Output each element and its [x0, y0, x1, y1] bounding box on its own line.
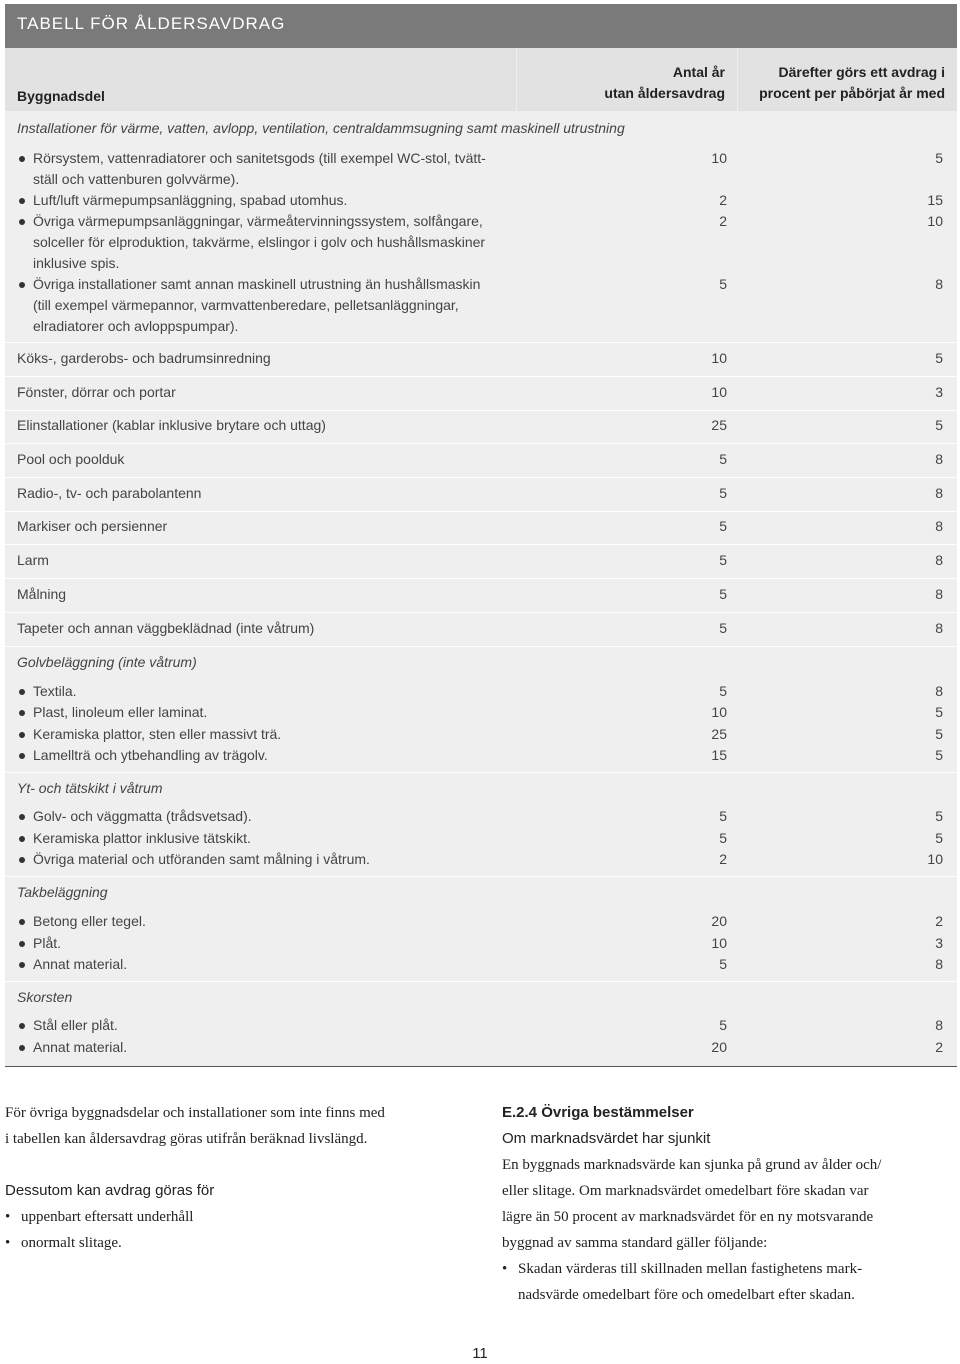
section-heading-ytskikt: Yt- och tätskikt i våtrum	[17, 780, 163, 796]
table-row	[5, 274, 957, 337]
section-heading-golvbelaggning: Golvbeläggning (inte våtrum)	[17, 654, 197, 670]
row-percent: 10	[927, 851, 943, 867]
header-avdrag-procent-label: Därefter görs ett avdrag i procent per påbörjat år med	[759, 64, 945, 101]
row-years: 10	[711, 350, 727, 366]
row-percent: 8	[935, 552, 943, 568]
row-years: 5	[719, 620, 727, 636]
row-percent: 5	[935, 350, 943, 366]
row-label: Elinstallationer (kablar inklusive brytare och uttag)	[17, 417, 326, 433]
row-years: 5	[719, 830, 727, 846]
row-years: 2	[719, 213, 727, 229]
row-divider	[5, 876, 957, 877]
row-percent: 8	[935, 683, 943, 699]
row-percent: 8	[935, 956, 943, 972]
header-avdrag-procent	[738, 48, 957, 111]
row-years: 5	[719, 518, 727, 534]
row-percent: 8	[935, 586, 943, 602]
list-item: • Skadan värderas till skillnaden mellan fastighetens mark- nadsvärde omedelbart före och omedelbart efter skadan.	[502, 1256, 958, 1308]
row-years: 5	[719, 552, 727, 568]
bullet-icon	[19, 710, 25, 716]
row-divider	[5, 410, 957, 411]
row-divider	[5, 612, 957, 613]
right-text-column	[502, 1100, 958, 1308]
subheading-dessutom: Dessutom kan avdrag göras för	[5, 1182, 215, 1199]
row-percent: 8	[935, 276, 943, 292]
row-label: Plast, linoleum eller laminat.	[33, 704, 208, 720]
bullet-icon	[19, 732, 25, 738]
row-years: 2	[719, 851, 727, 867]
row-divider	[5, 646, 957, 647]
bullet-icon	[19, 814, 25, 820]
row-years: 20	[711, 913, 727, 929]
row-label: Pool och poolduk	[17, 451, 125, 467]
bullet-icon	[19, 1045, 25, 1051]
row-percent: 8	[935, 1017, 943, 1033]
row-percent: 5	[935, 808, 943, 824]
row-label: Luft/luft värmepumpsanläggning, spabad utomhus.	[33, 192, 348, 208]
table-title: TABELL FÖR ÅLDERSAVDRAG	[5, 4, 957, 48]
row-divider	[5, 511, 957, 512]
page-number: 11	[472, 1345, 488, 1362]
row-label: Övriga material och utföranden samt målning i våtrum.	[33, 851, 370, 867]
row-percent: 5	[935, 704, 943, 720]
row-years: 25	[711, 726, 727, 742]
table-row	[5, 350, 957, 370]
bullet-icon	[19, 219, 25, 225]
table-row	[5, 620, 957, 640]
row-label: Markiser och persienner	[17, 518, 168, 534]
list-item	[5, 849, 957, 870]
row-percent: 15	[927, 192, 943, 208]
row-label: Keramiska plattor inklusive tätskikt.	[33, 830, 251, 846]
list-item	[5, 702, 957, 723]
row-percent: 5	[935, 150, 943, 166]
row-percent: 2	[935, 913, 943, 929]
bullet-icon	[19, 1023, 25, 1029]
row-years: 5	[719, 808, 727, 824]
row-label: Annat material.	[33, 1039, 128, 1055]
row-percent: 3	[935, 384, 943, 400]
table-row	[5, 148, 957, 190]
table-row	[5, 485, 957, 505]
row-percent: 8	[935, 451, 943, 467]
row-label: Plåt.	[33, 935, 62, 951]
list-item	[5, 745, 957, 766]
subheading-marknadsvarde: Om marknadsvärdet har sjunkit	[502, 1130, 711, 1147]
row-label: Golv- och väggmatta (trådsvetsad).	[33, 808, 252, 824]
row-label: Stål eller plåt.	[33, 1017, 118, 1033]
row-label: Lamellträ och ytbehandling av trägolv.	[33, 747, 268, 763]
row-years: 15	[711, 747, 727, 763]
section-heading-skorsten: Skorsten	[17, 989, 73, 1005]
paragraph-ovriga-byggnadsdelar: För övriga byggnadsdelar och installationer som inte finns med i tabellen kan åldersavdrag göras utifrån beräknad livslängd.	[5, 1105, 385, 1147]
bullet-icon	[19, 941, 25, 947]
table-row	[5, 552, 957, 572]
list-item	[5, 724, 957, 745]
header-antal-ar-label: Antal år utan åldersavdrag	[604, 64, 725, 101]
row-years: 25	[711, 417, 727, 433]
row-label: Rörsystem, vattenradiatorer och sanitetsgods (till exempel WC-stol, tvätt- ställ och vattenburen golvvärme).	[33, 150, 486, 187]
table-row	[5, 586, 957, 606]
row-label: Keramiska plattor, sten eller massivt trä.	[33, 726, 282, 742]
bullet-icon	[19, 156, 25, 162]
table-row	[5, 417, 957, 437]
section-heading-ovriga-bestammelser: E.2.4 Övriga bestämmelser	[502, 1104, 694, 1121]
table-bottom-rule	[5, 1066, 957, 1067]
row-years: 5	[719, 451, 727, 467]
row-divider	[5, 443, 957, 444]
row-percent: 5	[935, 747, 943, 763]
table-row	[5, 190, 957, 211]
bullet-icon	[19, 689, 25, 695]
row-label: Radio-, tv- och parabolantenn	[17, 485, 202, 501]
row-label: Köks-, garderobs- och badrumsinredning	[17, 350, 271, 366]
row-percent: 3	[935, 935, 943, 951]
row-label: Målning	[17, 586, 67, 602]
table-row	[5, 518, 957, 538]
row-label: Annat material.	[33, 956, 128, 972]
table-row	[5, 451, 957, 471]
bullet-icon	[19, 753, 25, 759]
row-label: Betong eller tegel.	[33, 913, 146, 929]
row-divider	[5, 544, 957, 545]
list-item	[5, 1037, 957, 1058]
row-label: Tapeter och annan väggbeklädnad (inte våtrum)	[17, 620, 315, 636]
row-divider	[5, 477, 957, 478]
row-years: 5	[719, 276, 727, 292]
list-item	[5, 954, 957, 975]
paragraph-marknadsvarde: En byggnads marknadsvärde kan sjunka på grund av ålder och/ eller slitage. Om marknadsvärdet omedelbart före skadan var lägre än 50 procent av marknadsvärdet för en ny motsvarande byggnad av samma standard gäller följande:	[502, 1157, 882, 1251]
row-years: 5	[719, 956, 727, 972]
row-years: 10	[711, 384, 727, 400]
row-label: Fönster, dörrar och portar	[17, 384, 176, 400]
row-label: Övriga installationer samt annan maskinell utrustning än hushållsmaskin (till exempel värmepannor, varmvattenberedare, pelletsanläggningar, elradiatorer och avloppspumpar).	[33, 276, 481, 334]
row-percent: 5	[935, 417, 943, 433]
row-years: 5	[719, 485, 727, 501]
row-years: 5	[719, 1017, 727, 1033]
row-percent: 8	[935, 620, 943, 636]
row-years: 10	[711, 935, 727, 951]
row-years: 10	[711, 704, 727, 720]
row-divider	[5, 578, 957, 579]
list-item	[5, 911, 957, 932]
list-item	[5, 933, 957, 954]
row-label: Textila.	[33, 683, 77, 699]
header-byggnadsdel-label: Byggnadsdel	[17, 88, 105, 104]
list-item	[5, 806, 957, 827]
row-years: 5	[719, 683, 727, 699]
row-percent: 10	[927, 213, 943, 229]
row-divider	[5, 772, 957, 773]
row-divider	[5, 342, 957, 343]
row-percent: 8	[935, 485, 943, 501]
row-divider	[5, 981, 957, 982]
row-percent: 8	[935, 518, 943, 534]
table-row	[5, 211, 957, 274]
list-item	[5, 681, 957, 702]
section-heading-takbelaggning: Takbeläggning	[17, 884, 108, 900]
list-item: • onormalt slitage.	[5, 1230, 465, 1256]
bullet-icon	[19, 857, 25, 863]
row-divider	[5, 376, 957, 377]
list-item: • uppenbart eftersatt underhåll	[5, 1204, 465, 1230]
row-years: 5	[719, 586, 727, 602]
bullet-icon	[19, 282, 25, 288]
list-item	[5, 828, 957, 849]
left-text-column	[5, 1100, 465, 1256]
table-row	[5, 384, 957, 404]
bullet-icon	[19, 919, 25, 925]
row-percent: 2	[935, 1039, 943, 1055]
row-label: Övriga värmepumpsanläggningar, värmeåtervinningssystem, solfångare, solceller för elproduktion, takvärme, elslingor i golv och hushållsmaskiner inklusive spis.	[33, 213, 486, 271]
header-antal-ar	[517, 48, 737, 111]
row-years: 10	[711, 150, 727, 166]
list-item	[5, 1015, 957, 1036]
row-percent: 5	[935, 830, 943, 846]
bullet-icon	[19, 962, 25, 968]
row-years: 20	[711, 1039, 727, 1055]
header-byggnadsdel	[5, 48, 516, 111]
row-label: Larm	[17, 552, 49, 568]
bullet-icon	[19, 198, 25, 204]
bullet-icon	[19, 836, 25, 842]
row-years: 2	[719, 192, 727, 208]
row-percent: 5	[935, 726, 943, 742]
